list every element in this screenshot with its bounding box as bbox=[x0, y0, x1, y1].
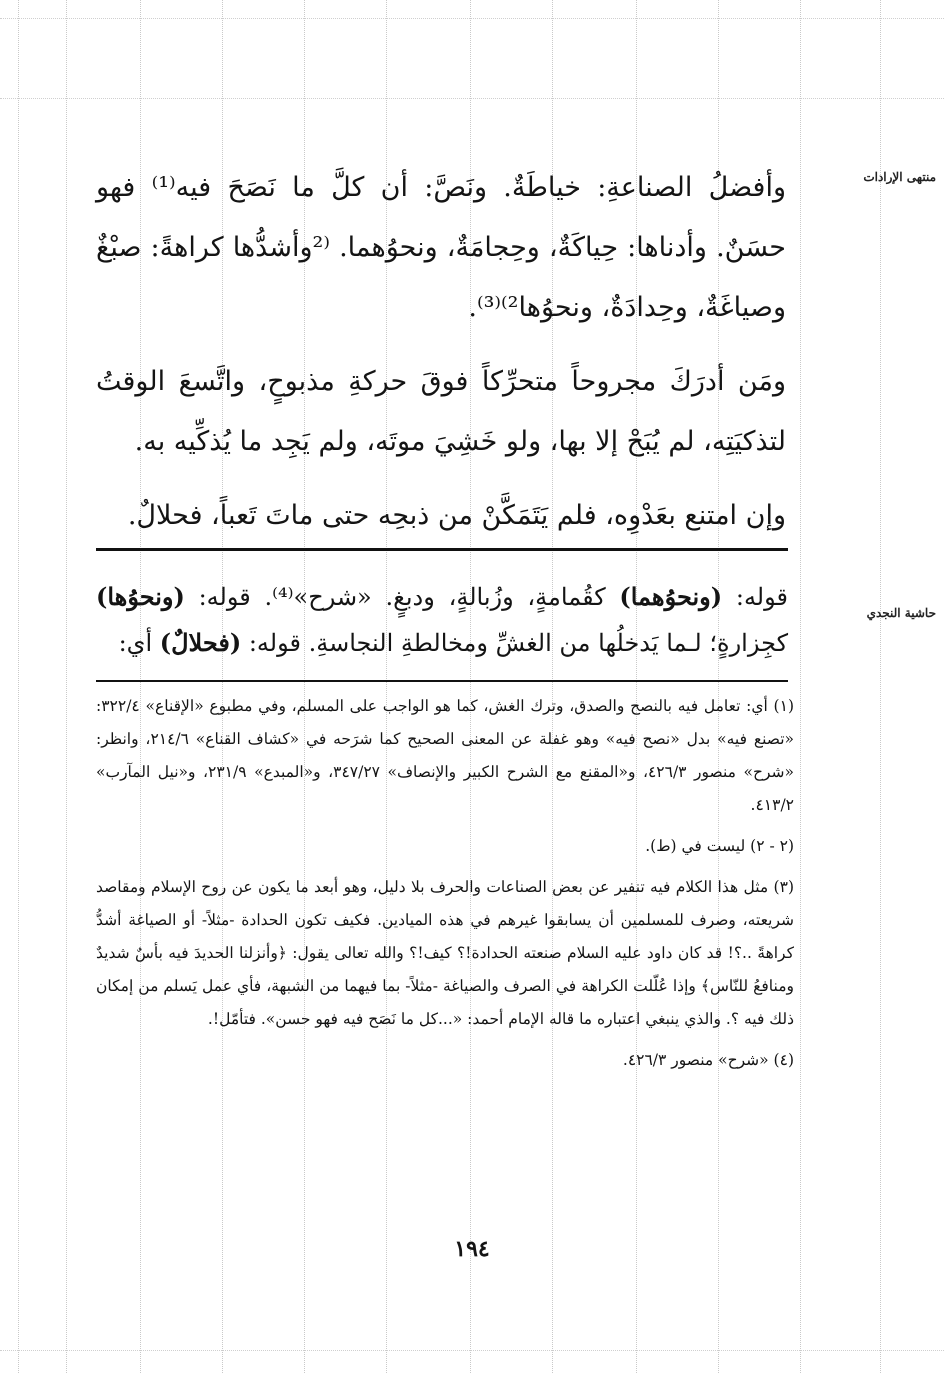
commentary-text-3: كجِزارةٍ؛ لـما يَدخلُها من الغشِّ ومخالطةِ النجاسةِ. قوله: bbox=[241, 629, 788, 657]
footnote-3: (٣) مثل هذا الكلام فيه تنفير عن بعض الصناعات والحرف بلا دليل، وهو أبعد ما يكون عن روح الإسلام ومقاصد شريعته، وصرف للمسلمين أن يسابقوا غيرهم في هذه الميادين. فكيف تكون الحدادة -مثلاً- أو الصياغة أشدُّ كراهةً ..؟! قد كان داود عليه السلام صنعته الحدادة!؟ كيف!؟ والله تعالى يقول: ﴿وأنزلنا الحديدَ فيه بأسٌ شديدٌ ومنافعُ للنّاس﴾ وإذا عُلّلت الكراهة في الصرف والصياغة -مثلاً- بما فيهما من الشبهة، فأي عمل يَسلم من إمكان ذلك فيه ؟. والذي ينبغي اعتباره ما قاله الإمام أحمد: «...كل ما نَصَح فيه فهو حسن». فتأمّل!. bbox=[96, 878, 794, 1028]
side-label-matn: منتهى الإرادات bbox=[863, 170, 936, 184]
commentary-term-1: (ونحوُهما) bbox=[619, 582, 723, 611]
main-paragraph-2: ومَن أدرَكَ مجروحاً متحرِّكاً فوقَ حركةِ مذبوحٍ، واتَّسعَ الوقتُ لتذكيَتِه، لم يُبَحْ إلا بها، ولو خَشِيَ موتَه، ولم يَجِد ما يُذكِّيه به. bbox=[96, 366, 786, 457]
side-label-hashiya: حاشية النجدي bbox=[866, 606, 936, 620]
footnotes bbox=[96, 690, 794, 1085]
commentary-term-2: (ونحوُها) bbox=[96, 582, 185, 611]
main-text bbox=[96, 158, 786, 560]
commentary-text-2: كقُمامةٍ، وزُبالةٍ، ودبغٍ. «شرح»⁽⁴⁾. قوله: bbox=[184, 583, 620, 611]
commentary-text-4: أي: bbox=[118, 629, 160, 657]
commentary-term-3: (فحلالٌ) bbox=[159, 628, 242, 657]
footnote-2: (٢ - ٢) ليست في (ط). bbox=[645, 837, 794, 855]
page-number: ١٩٤ bbox=[454, 1236, 490, 1262]
commentary-text bbox=[96, 574, 788, 666]
footnote-divider bbox=[96, 680, 788, 682]
section-divider bbox=[96, 548, 788, 551]
main-paragraph-1: وأفضلُ الصناعةِ: خياطَةٌ. ونَصَّ: أن كلَّ ما نَصَحَ فيه⁽¹⁾ فهو حسَنٌ. وأدناها: حِياكَةٌ، وحِجامَةٌ، ونحوُهما. ⁽²وأشدُّها كراهةً: صبْغٌ وصياغَةٌ، وحِدادَةٌ، ونحوُها²⁾⁽³⁾. bbox=[96, 172, 786, 323]
footnote-4: (٤) «شرح» منصور ٤٢٦/٣. bbox=[622, 1051, 794, 1069]
commentary-text-1: قوله: bbox=[722, 583, 788, 611]
footnote-1: (١) أي: تعامل فيه بالنصح والصدق، وترك الغش، كما هو الواجب على المسلم، وفي مطبوع «الإقناع» ٣٢٢/٤: «تصنع فيه» بدل «نصح فيه» وهو غفلة عن المعنى الصحيح كما شرَحه في «كشاف القناع» ٢١٤/٦، وانظر: «شرح» منصور ٤٢٦/٣، و«المقنع مع الشرح الكبير والإنصاف» ٣٤٧/٢٧، و«المبدع» ٢٣١/٩، و«نيل المآرب» ٤١٣/٢. bbox=[96, 697, 794, 814]
main-paragraph-3: وإن امتنع بعَدْوِه، فلم يَتَمَكَّنْ من ذبحِه حتى ماتَ تَعباً، فحلالٌ. bbox=[127, 500, 786, 531]
